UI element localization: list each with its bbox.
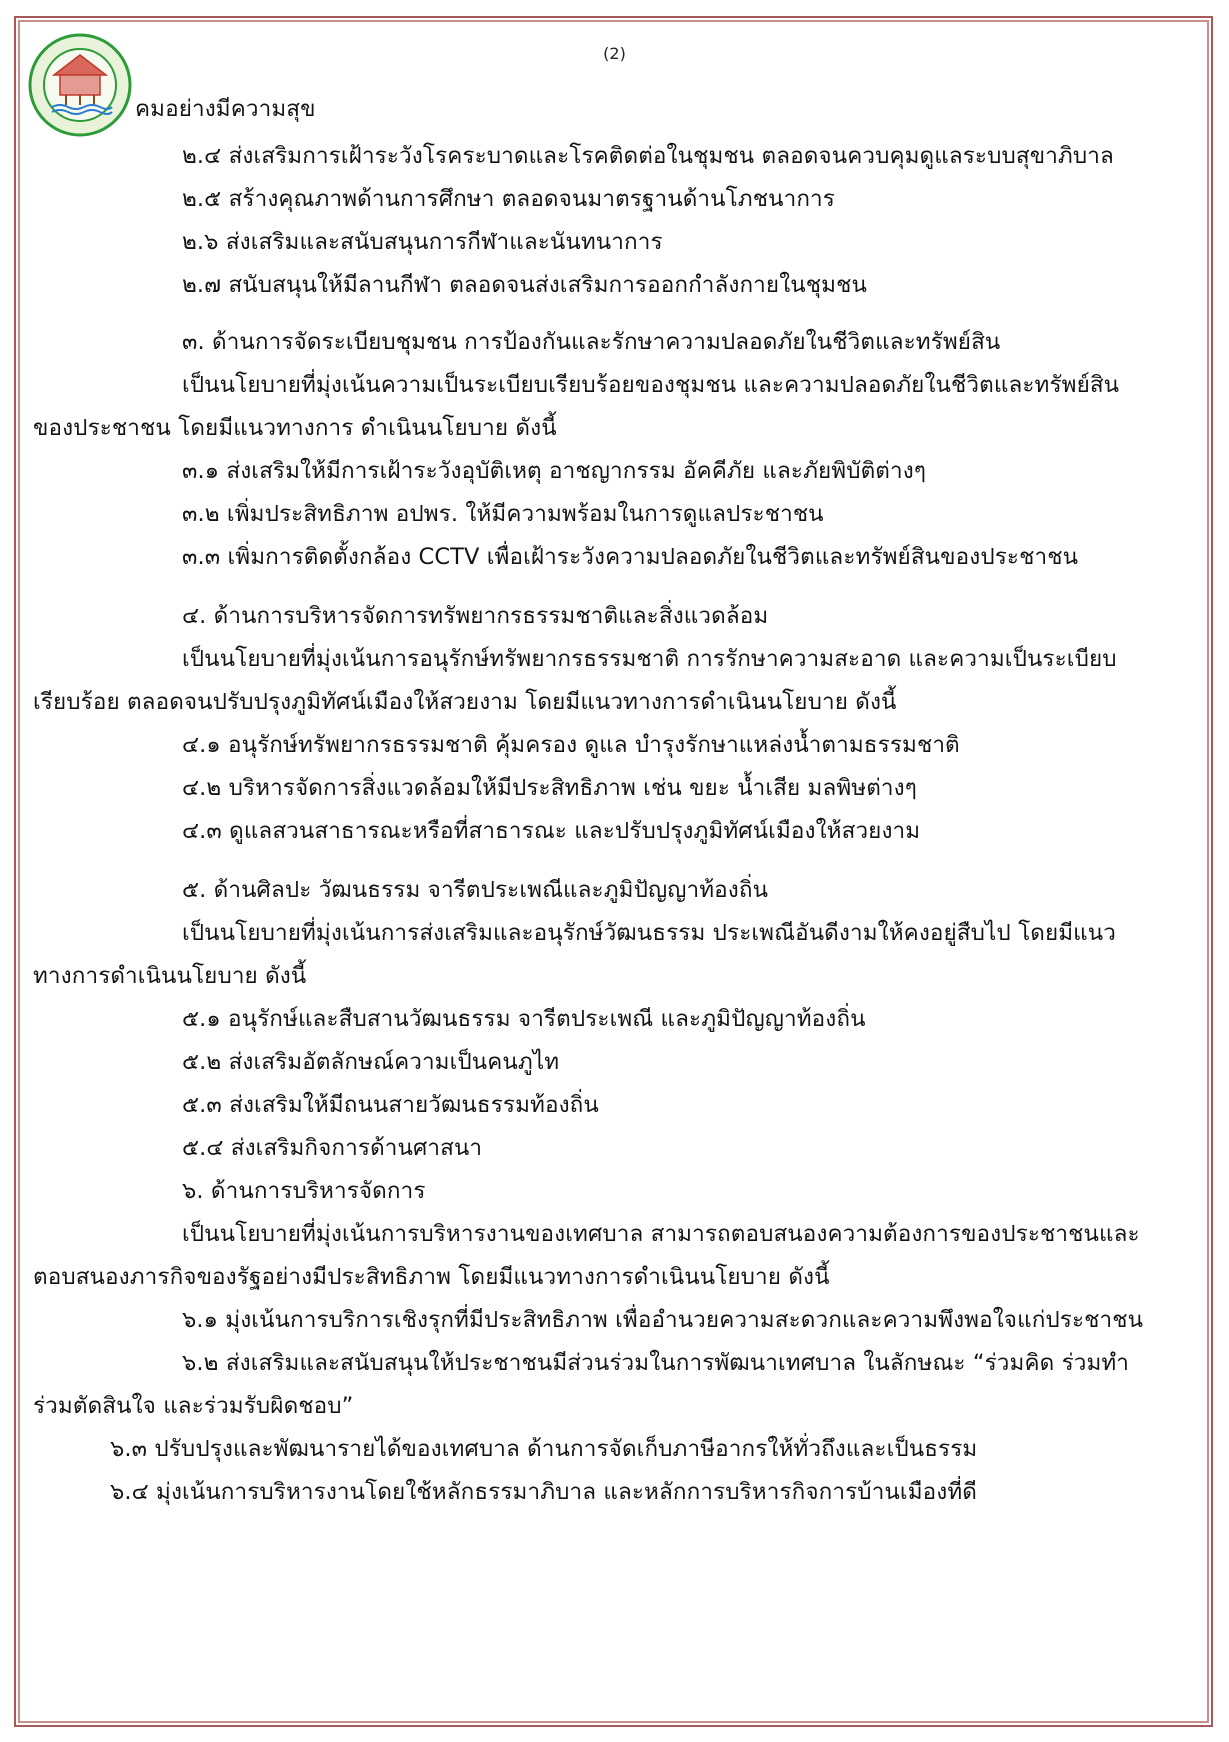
list-item: ๕.๒ ส่งเสริมอัตลักษณ์ความเป็นคนภูไท: [182, 1049, 560, 1075]
section-heading: ๕. ด้านศิลปะ วัฒนธรรม จารีตประเพณีและภูมิปัญญาท้องถิ่น: [182, 877, 769, 903]
paragraph-line: ร่วมตัดสินใจ และร่วมรับผิดชอบ”: [33, 1393, 354, 1419]
list-item: ๓.๓ เพิ่มการติดตั้งกล้อง CCTV เพื่อเฝ้าระวังความปลอดภัยในชีวิตและทรัพย์สินของประชาชน: [182, 544, 1079, 570]
list-item: ๓.๑ ส่งเสริมให้มีการเฝ้าระวังอุบัติเหตุ อาชญากรรม อัคคีภัย และภัยพิบัติต่างๆ: [182, 458, 927, 484]
list-item: ๓.๒ เพิ่มประสิทธิภาพ อปพร. ให้มีความพร้อมในการดูแลประชาชน: [182, 501, 824, 527]
list-item: ๕.๔ ส่งเสริมกิจการด้านศาสนา: [182, 1135, 483, 1161]
list-item: ๔.๓ ดูแลสวนสาธารณะหรือที่สาธารณะ และปรับปรุงภูมิทัศน์เมืองให้สวยงาม: [182, 818, 921, 844]
paragraph-line: เป็นนโยบายที่มุ่งเน้นการบริหารงานของเทศบาล สามารถตอบสนองความต้องการของประชาชนและ: [182, 1221, 1140, 1247]
list-item: ๕.๓ ส่งเสริมให้มีถนนสายวัฒนธรรมท้องถิ่น: [182, 1092, 599, 1118]
list-item: ๕.๑ อนุรักษ์และสืบสานวัฒนธรรม จารีตประเพณี และภูมิปัญญาท้องถิ่น: [182, 1006, 866, 1032]
paragraph-line: ทางการดำเนินนโยบาย ดังนี้: [33, 963, 307, 989]
list-item: ๖.๑ มุ่งเน้นการบริการเชิงรุกที่มีประสิทธิภาพ เพื่ออำนวยความสะดวกและความพึงพอใจแก่ประชาชน: [182, 1307, 1144, 1333]
list-item: ๒.๔ ส่งเสริมการเฝ้าระวังโรคระบาดและโรคติดต่อในชุมชน ตลอดจนควบคุมดูแลระบบสุขาภิบาล: [182, 143, 1114, 169]
paragraph-line: เป็นนโยบายที่มุ่งเน้นความเป็นระเบียบเรียบร้อยของชุมชน และความปลอดภัยในชีวิตและทรัพย์สิน: [182, 372, 1120, 398]
paragraph-line: เป็นนโยบายที่มุ่งเน้นการส่งเสริมและอนุรักษ์วัฒนธรรม ประเพณีอันดีงามให้คงอยู่สืบไป โดยมีแนว: [182, 920, 1116, 946]
list-item: ๔.๑ อนุรักษ์ทรัพยากรธรรมชาติ คุ้มครอง ดูแล บำรุงรักษาแหล่งน้ำตามธรรมชาติ: [182, 732, 960, 758]
list-item: ๔.๒ บริหารจัดการสิ่งแวดล้อมให้มีประสิทธิภาพ เช่น ขยะ น้ำเสีย มลพิษต่างๆ: [182, 775, 917, 801]
list-item: ๒.๕ สร้างคุณภาพด้านการศึกษา ตลอดจนมาตรฐานด้านโภชนาการ: [182, 186, 835, 212]
section-heading: ๖. ด้านการบริหารจัดการ: [182, 1178, 426, 1204]
paragraph-line: เรียบร้อย ตลอดจนปรับปรุงภูมิทัศน์เมืองให้สวยงาม โดยมีแนวทางการดำเนินนโยบาย ดังนี้: [33, 689, 897, 715]
list-item: ๖.๔ มุ่งเน้นการบริหารงานโดยใช้หลักธรรมาภิบาล และหลักการบริหารกิจการบ้านเมืองที่ดี: [110, 1479, 977, 1505]
page-number: (2): [603, 44, 626, 63]
paragraph-line: ของประชาชน โดยมีแนวทางการ ดำเนินนโยบาย ดังนี้: [33, 415, 557, 441]
text-line: คมอย่างมีความสุข: [135, 96, 316, 122]
list-item: ๖.๒ ส่งเสริมและสนับสนุนให้ประชาชนมีส่วนร่วมในการพัฒนาเทศบาล ในลักษณะ “ร่วมคิด ร่วมทำ: [182, 1350, 1130, 1376]
paragraph-line: ตอบสนองภารกิจของรัฐอย่างมีประสิทธิภาพ โดยมีแนวทางการดำเนินนโยบาย ดังนี้: [33, 1264, 830, 1290]
paragraph-line: เป็นนโยบายที่มุ่งเน้นการอนุรักษ์ทรัพยากรธรรมชาติ การรักษาความสะอาด และความเป็นระเบียบ: [182, 646, 1117, 672]
list-item: ๒.๗ สนับสนุนให้มีลานกีฬา ตลอดจนส่งเสริมการออกกำลังกายในชุมชน: [182, 272, 867, 298]
list-item: ๒.๖ ส่งเสริมและสนับสนุนการกีฬาและนันทนาการ: [182, 229, 663, 255]
section-heading: ๔. ด้านการบริหารจัดการทรัพยากรธรรมชาติและสิ่งแวดล้อม: [182, 603, 769, 629]
section-heading: ๓. ด้านการจัดระเบียบชุมชน การป้องกันและรักษาความปลอดภัยในชีวิตและทรัพย์สิน: [182, 329, 1001, 355]
list-item: ๖.๓ ปรับปรุงและพัฒนารายได้ของเทศบาล ด้านการจัดเก็บภาษีอากรให้ทั่วถึงและเป็นธรรม: [110, 1436, 978, 1462]
